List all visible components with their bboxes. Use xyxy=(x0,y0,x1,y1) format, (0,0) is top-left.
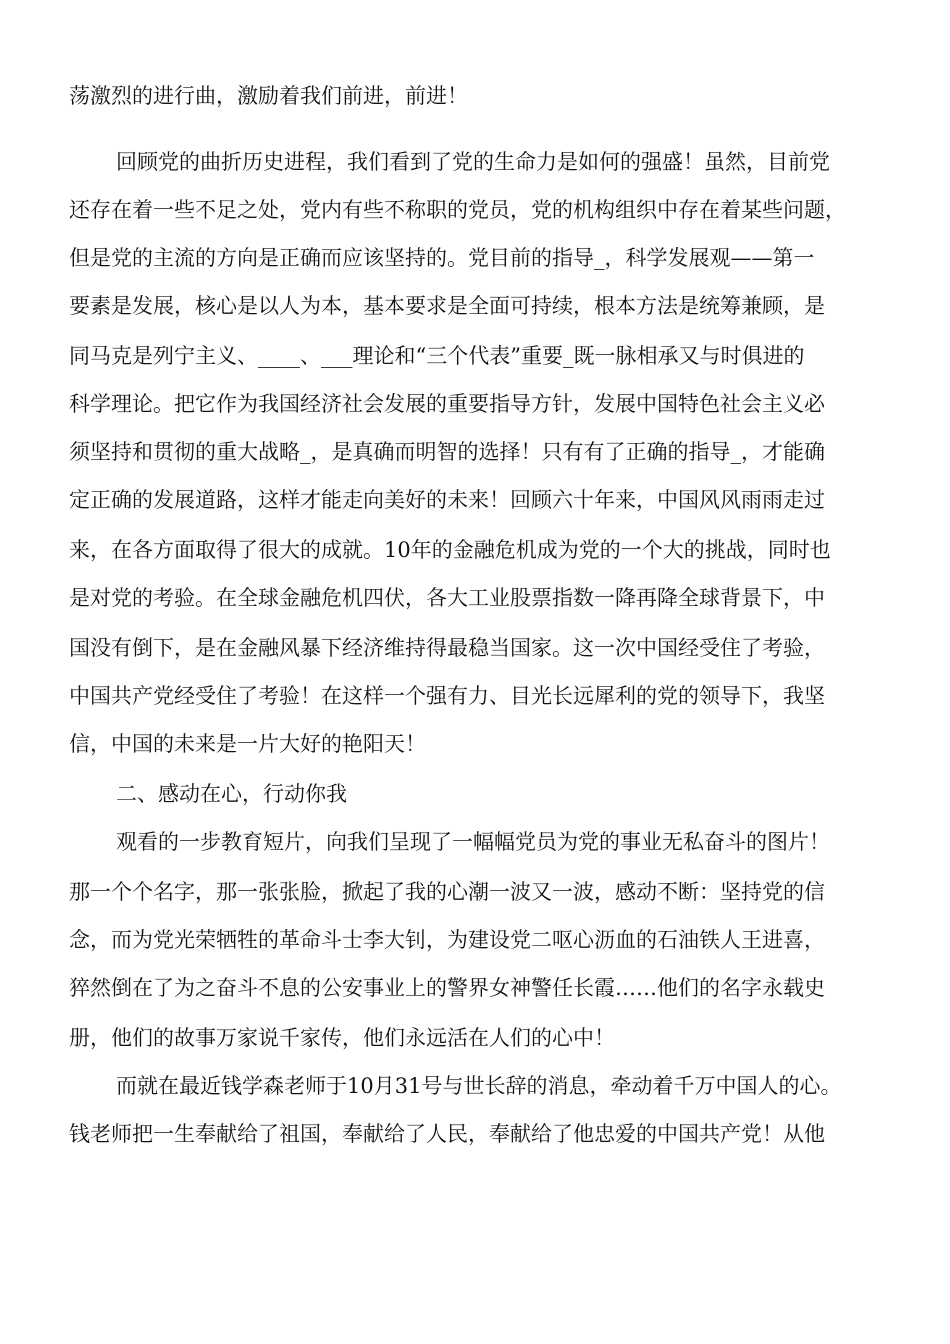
text-line: 念，而为党光荣牺牲的革命斗士李大钊，为建设党二呕心沥血的石油铁人王进喜， xyxy=(69,928,825,952)
text-line: 科学理论。把它作为我国经济社会发展的重要指导方针，发展中国特色社会主义必 xyxy=(69,392,825,416)
section-heading: 二、感动在心，行动你我 xyxy=(116,782,347,806)
text-line: 钱老师把一生奉献给了祖国，奉献给了人民，奉献给了他忠爱的中国共产党！从他 xyxy=(69,1122,825,1146)
text-line: 猝然倒在了为之奋斗不息的公安事业上的警界女神警任长霞……他们的名字永载史 xyxy=(69,976,825,1000)
text-line: 国没有倒下，是在金融风暴下经济维持得最稳当国家。这一次中国经受住了考验， xyxy=(69,636,825,660)
text-line: 荡激烈的进行曲，激励着我们前进，前进！ xyxy=(69,84,468,108)
text-line: 但是党的主流的方向是正确而应该坚持的。党目前的指导_，科学发展观——第一 xyxy=(69,246,815,270)
text-line: 来，在各方面取得了很大的成就。10年的金融危机成为党的一个大的挑战，同时也 xyxy=(69,538,831,562)
text-line: 信，中国的未来是一片大好的艳阳天！ xyxy=(69,732,426,756)
text-line: 中国共产党经受住了考验！在这样一个强有力、目光长远犀利的党的领导下，我坚 xyxy=(69,684,825,708)
text-line: 还存在着一些不足之处，党内有些不称职的党员，党的机构组织中存在着某些问题， xyxy=(69,198,846,222)
text-line: 是对党的考验。在全球金融危机四伏，各大工业股票指数一降再降全球背景下，中 xyxy=(69,586,825,610)
paragraph-first-line: 而就在最近钱学森老师于10月31号与世长辞的消息，牵动着千万中国人的心。 xyxy=(116,1074,842,1098)
text-line: 要素是发展，核心是以人为本，基本要求是全面可持续，根本方法是统筹兼顾，是 xyxy=(69,294,825,318)
paragraph-first-line: 观看的一步教育短片，向我们呈现了一幅幅党员为党的事业无私奋斗的图片！ xyxy=(116,830,830,854)
text-line: 须坚持和贯彻的重大战略_，是真确而明智的选择！只有有了正确的指导_，才能确 xyxy=(69,440,825,464)
text-line: 那一个个名字，那一张张脸，掀起了我的心潮一波又一波，感动不断：坚持党的信 xyxy=(69,880,825,904)
text-line: 同马克是列宁主义、____、___理论和“三个代表”重要_既一脉相承又与时俱进的 xyxy=(69,344,805,368)
text-line: 册，他们的故事万家说千家传，他们永远活在人们的心中！ xyxy=(69,1026,615,1050)
text-line: 定正确的发展道路，这样才能走向美好的未来！回顾六十年来，中国风风雨雨走过 xyxy=(69,488,825,512)
paragraph-first-line: 回顾党的曲折历史进程，我们看到了党的生命力是如何的强盛！虽然，目前党 xyxy=(116,150,830,174)
